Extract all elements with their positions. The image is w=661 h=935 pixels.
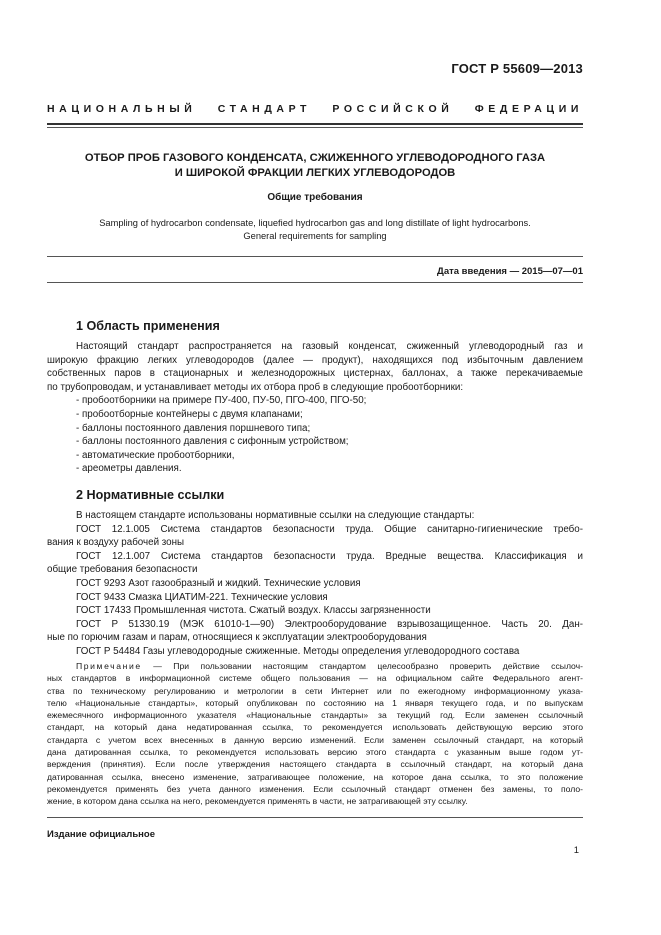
reference-line: ГОСТ 9293 Азот газообразный и жидкий. Технические условия xyxy=(76,577,361,589)
section-1-line: по трубопроводам, и устанавливает методы их отбора проб в следующие пробоотборники: xyxy=(47,381,464,393)
reference-line: ГОСТ 12.1.007 Система стандартов безопасности труда. Вредные вещества. Классификация и xyxy=(76,550,583,562)
footer-rule xyxy=(47,817,583,818)
note-line: — При пользовании настоящим стандартом целесообразно проверить действие ссылоч- xyxy=(141,661,583,671)
title-line-2: И ШИРОКОЙ ФРАКЦИИ ЛЕГКИХ УГЛЕВОДОРОДОВ xyxy=(174,167,456,179)
reference-line: В настоящем стандарте использованы нормативные ссылки на следующие стандарты: xyxy=(76,510,475,521)
note-line: жение, в котором дана ссылка на него, рекомендуется применять в части, не затрагивающей эту ссылку. xyxy=(47,796,468,807)
document-number: ГОСТ Р 55609—2013 xyxy=(451,61,583,76)
section-1-body xyxy=(47,340,583,476)
section-1-line: собственных паров в стационарных и железнодорожных цистернах, баллонах, а также перекачиваемые xyxy=(47,368,583,380)
note-line: ежемесячного информационного указателя «Национальные стандарты» за текущий год. Если заменен ссылочный xyxy=(47,710,583,721)
english-title-line-2: General requirements for sampling xyxy=(243,231,387,241)
sampler-list xyxy=(76,394,583,476)
intro-date-rule-bottom xyxy=(47,282,583,283)
list-item: - пробоотборные контейнеры с двумя клапанами; xyxy=(76,408,303,420)
section-1-line: Настоящий стандарт распространяется на газовый конденсат, сжиженный углеводородный газ и xyxy=(76,341,583,352)
english-title-line-1: Sampling of hydrocarbon condensate, liquefied hydrocarbon gas and long distillate of light hydrocarbons. xyxy=(99,218,531,228)
intro-date-rule-top xyxy=(47,256,583,257)
reference-line: ГОСТ 12.1.005 Система стандартов безопасности труда. Общие санитарно-гигиенические требо- xyxy=(76,523,583,535)
note-line: дана датированная ссылка, то рекомендуется использовать версию этого стандарта с указанным выше годом ут- xyxy=(47,747,583,758)
section-1-heading: 1 Область применения xyxy=(76,319,220,333)
reference-note xyxy=(47,660,583,808)
note-line: датированная ссылка, внесено изменение, затрагивающее положение, на которое дана ссылка, то это положение xyxy=(47,771,583,782)
reference-line: ГОСТ Р 54484 Газы углеводородные сжиженные. Методы определения углеводородного состава xyxy=(76,645,520,657)
banner-rule-bottom xyxy=(47,127,583,128)
reference-line: общие требования безопасности xyxy=(47,564,198,576)
section-1-line: широкую фракцию легких углеводородов (далее — продукт), находящихся под избыточным давлением xyxy=(47,354,583,366)
title-line-1: ОТБОР ПРОБ ГАЗОВОГО КОНДЕНСАТА, СЖИЖЕННОГО УГЛЕВОДОРОДНОГО ГАЗА xyxy=(84,152,546,164)
note-line: рекомендуется применять без учета данного изменения. Если ссылочный стандарт отменен без замены, то поло- xyxy=(47,783,583,794)
reference-line: ные по горючим газам и парам, относящиеся к эксплуатации электрооборудования xyxy=(47,632,427,644)
list-item: - ареометры давления. xyxy=(76,463,182,475)
note-line: ных стандартов в информационной системе общего пользования — на официальном сайте Федерального агент- xyxy=(47,673,583,684)
reference-line: ГОСТ 9433 Смазка ЦИАТИМ-221. Технические условия xyxy=(76,591,328,603)
reference-line: ГОСТ Р 51330.19 (МЭК 61010-1—90) Электрооборудование взрывозащищенное. Часть 20. Дан- xyxy=(76,618,583,630)
document-title xyxy=(47,151,583,181)
official-edition-label: Издание официальное xyxy=(47,829,155,840)
note-line: ства по техническому регулированию и метрологии в сети Интернет или по ежегодному информационному указа- xyxy=(47,685,583,696)
list-item: - автоматические пробоотборники, xyxy=(76,449,235,461)
note-label: Примечание xyxy=(76,661,142,671)
note-line: стандарт, на который дана недатированная ссылка, то рекомендуется использовать действующую версию этого xyxy=(47,722,583,733)
introduction-date: Дата введения — 2015—07—01 xyxy=(437,266,583,277)
national-standard-banner: НАЦИОНАЛЬНЫЙ СТАНДАРТ РОССИЙСКОЙ ФЕДЕРАЦИИ xyxy=(47,103,583,115)
banner-rule-top xyxy=(47,123,583,125)
list-item: - пробоотборники на примере ПУ-400, ПУ-50, ПГО-400, ПГО-50; xyxy=(76,395,367,407)
english-title xyxy=(47,217,583,243)
section-2-heading: 2 Нормативные ссылки xyxy=(76,488,225,502)
page-number: 1 xyxy=(573,845,579,856)
list-item: - баллоны постоянного давления с сифонным устройством; xyxy=(76,436,349,448)
document-subtitle: Общие требования xyxy=(267,192,363,203)
note-first-line xyxy=(47,660,583,672)
note-line: верждения (принятия). Если после утверждения настоящего стандарта в ссылочный стандарт, на который дана xyxy=(47,759,583,770)
reference-line: ГОСТ 17433 Промышленная чистота. Сжатый воздух. Классы загрязненности xyxy=(76,605,431,617)
list-item: - баллоны постоянного давления поршневого типа; xyxy=(76,422,311,434)
section-2-body xyxy=(47,509,583,659)
reference-line: вания к воздуху рабочей зоны xyxy=(47,537,185,549)
note-line: стандарта с учетом всех внесенных в данную версию изменений. Если заменен ссылочный стандарт, на который xyxy=(47,734,583,745)
note-line: телю «Национальные стандарты», который опубликован по состоянию на 1 января текущего года, и по выпускам xyxy=(47,697,583,708)
